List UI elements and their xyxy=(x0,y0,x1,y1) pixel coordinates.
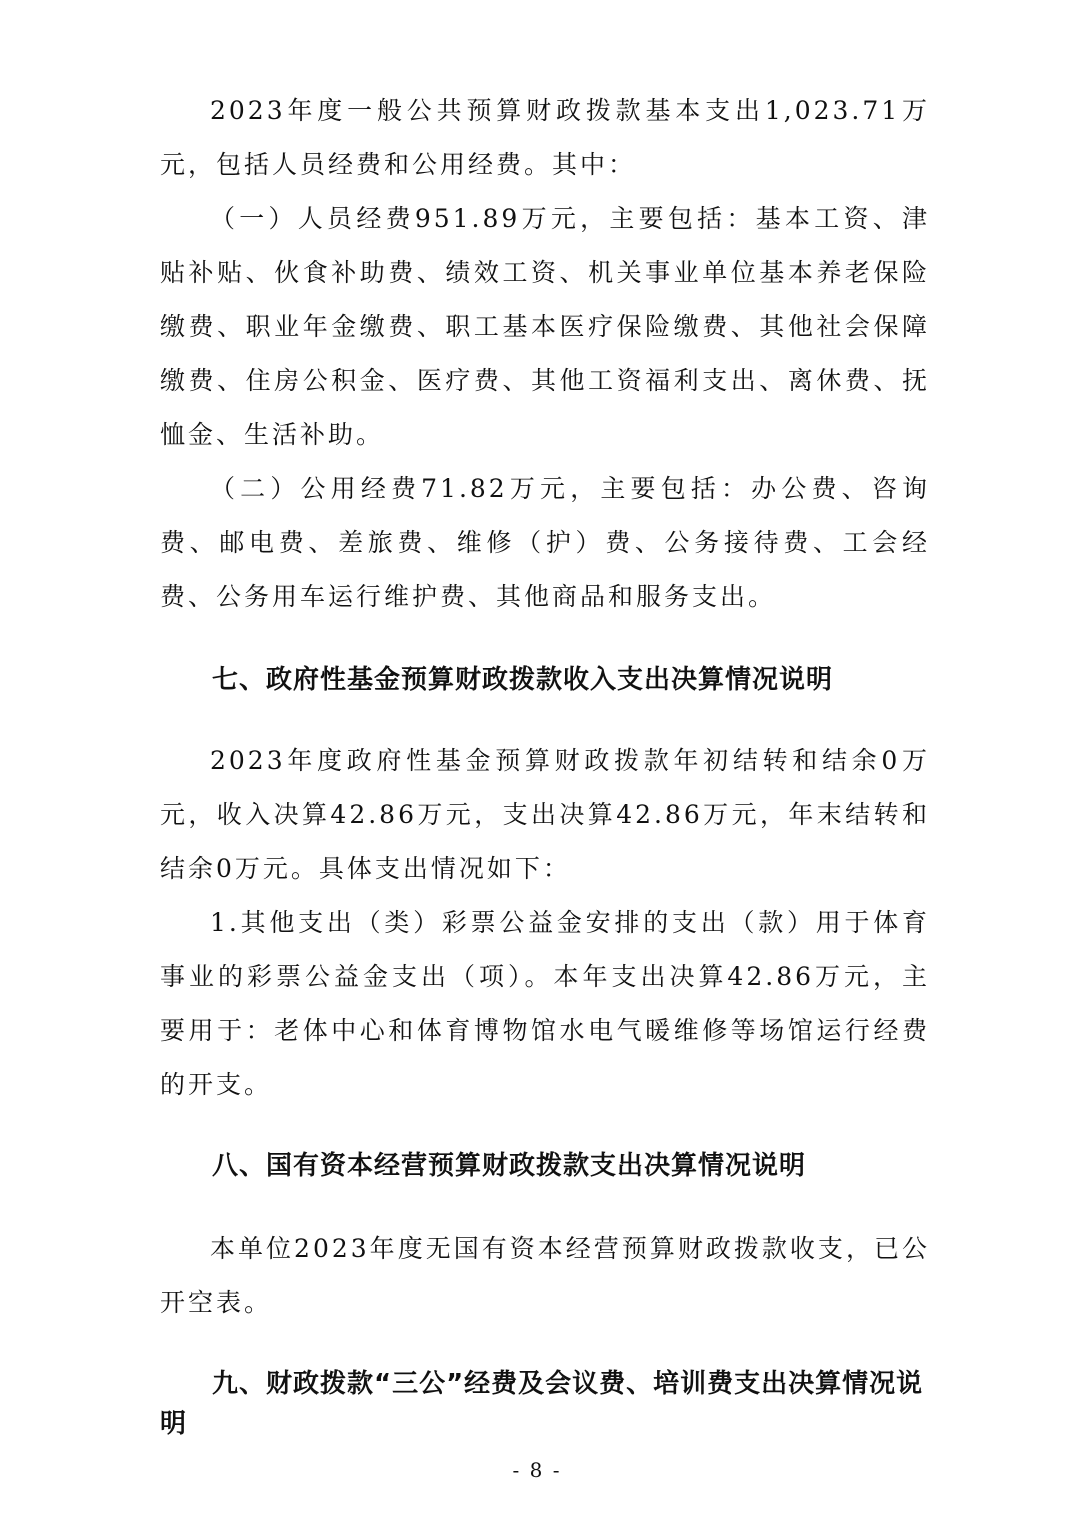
section-heading-three-public-expenses: 九、财政拨款“三公”经费及会议费、培训费支出决算情况说明 xyxy=(160,1369,924,1439)
paragraph-personnel-expenses: （一）人员经费951.89万元，主要包括：基本工资、津贴补贴、伙食补助费、绩效工资、机关事业单位基本养老保险缴费、职业年金缴费、职工基本医疗保险缴费、其他社会保障缴费、住房公积金、医疗费、其他工资福利支出、离休费、抚恤金、生活补助。 xyxy=(160,204,930,449)
paragraph-government-fund-summary: 2023年度政府性基金预算财政拨款年初结转和结余0万元，收入决算42.86万元，支出决算42.86万元，年末结转和结余0万元。具体支出情况如下： xyxy=(160,746,930,883)
paragraph-state-capital-note: 本单位2023年度无国有资本经营预算财政拨款收支，已公开空表。 xyxy=(160,1234,930,1317)
section-heading-government-fund: 七、政府性基金预算财政拨款收入支出决算情况说明 xyxy=(212,665,834,695)
page-number: - 8 - xyxy=(512,1458,562,1482)
section-heading-state-capital: 八、国有资本经营预算财政拨款支出决算情况说明 xyxy=(212,1151,807,1181)
paragraph-public-expenses: （二）公用经费71.82万元，主要包括：办公费、咨询费、邮电费、差旅费、维修（护）费、公务接待费、工会经费、公务用车运行维护费、其他商品和服务支出。 xyxy=(160,474,930,611)
paragraph-lottery-fund-detail: 1.其他支出（类）彩票公益金安排的支出（款）用于体育事业的彩票公益金支出（项）。本年支出决算42.86万元，主要用于：老体中心和体育博物馆水电气暖维修等场馆运行经费的开支。 xyxy=(160,908,930,1099)
paragraph-basic-expenditure: 2023年度一般公共预算财政拨款基本支出1,023.71万元，包括人员经费和公用经费。其中： xyxy=(160,96,930,179)
